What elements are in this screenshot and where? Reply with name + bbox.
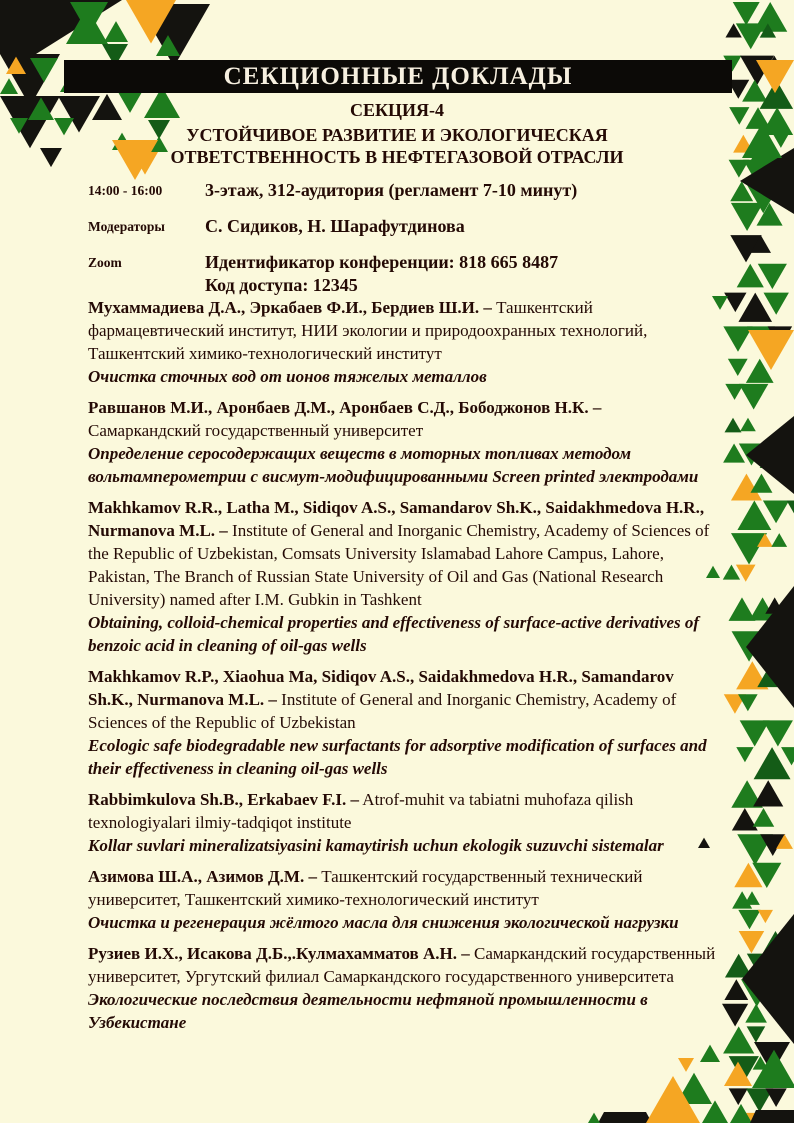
info-row-label: Модераторы bbox=[88, 219, 165, 234]
talk-entry bbox=[88, 665, 716, 780]
session-info bbox=[88, 179, 716, 310]
talk-entry bbox=[88, 788, 716, 857]
dash-separator: – bbox=[268, 690, 277, 709]
talks-list bbox=[88, 296, 716, 1042]
talk-authors: Rabbimkulova Sh.B., Erkabaev F.I. bbox=[88, 790, 347, 809]
talk-entry bbox=[88, 396, 716, 488]
dash-separator: – bbox=[483, 298, 492, 317]
info-row-value bbox=[205, 179, 577, 202]
talk-affiliation: Institute of General and Inorganic Chemistry, Academy of Sciences of the Republic of Uzbekistan, Comsats University Islamabad Lahore Campus, Lahore, Pakistan, The Branch of Russian State University of Oil and Gas (National Research University) named after I.M. Gubkin in Tashkent bbox=[88, 521, 710, 609]
banner-title: СЕКЦИОННЫЕ ДОКЛАДЫ bbox=[223, 62, 573, 90]
section-header bbox=[83, 99, 711, 168]
section-title: СЕКЦИЯ-4 bbox=[349, 100, 445, 120]
talk-entry bbox=[88, 496, 716, 657]
dash-separator: – bbox=[461, 944, 470, 963]
info-value-line: Код доступа: 12345 bbox=[205, 275, 358, 295]
talk-title: Очистка и регенерация жёлтого масла для снижения экологической нагрузки bbox=[88, 913, 679, 932]
dash-separator: – bbox=[592, 398, 602, 417]
talk-affiliation: Institute of General and Inorganic Chemistry, Academy of Sciences of the Republic of Uzbekistan bbox=[88, 690, 677, 732]
talk-heading bbox=[88, 296, 716, 365]
info-row-label: 14:00 - 16:00 bbox=[88, 183, 163, 198]
info-row bbox=[88, 251, 716, 297]
talk-title: Определение серосодержащих веществ в моторных топливах методом вольтамперометрии с висмут-модифицированными Screen printed электродами bbox=[88, 444, 699, 486]
section-subtitle-line1: УСТОЙЧИВОЕ РАЗВИТИЕ И ЭКОЛОГИЧЕСКАЯ bbox=[186, 125, 608, 145]
talk-entry bbox=[88, 865, 716, 934]
talk-title: Ecologic safe biodegradable new surfactants for adsorptive modification of surfaces and their effectiveness in cleaning oil-gas wells bbox=[88, 736, 707, 778]
talk-heading bbox=[88, 665, 716, 734]
talk-heading bbox=[88, 396, 716, 442]
talk-title: Экологические последствия деятельности нефтяной промышленности в Узбекистане bbox=[88, 990, 648, 1032]
talk-authors: Makhkamov R.R., Latha M., Sidiqov A.S., Samandarov Sh.K., Saidakhmedova H.R., Nurmanova M.L. bbox=[88, 498, 705, 540]
info-row bbox=[88, 179, 716, 202]
talk-heading bbox=[88, 788, 716, 834]
info-row-value bbox=[205, 251, 558, 297]
talk-affiliation: Самаркандский государственный университет bbox=[88, 421, 424, 440]
talk-heading bbox=[88, 942, 716, 988]
info-row-label: Zoom bbox=[88, 255, 122, 270]
talk-authors: Рузиев И.Х., Исакова Д.Б.,.Кулмахамматов А.Н. bbox=[88, 944, 457, 963]
talk-affiliation: Atrof-muhit va tabiatni muhofaza qilish texnologiyalari ilmiy-tadqiqot institute bbox=[88, 790, 634, 832]
page-banner bbox=[64, 60, 732, 93]
dash-separator: – bbox=[308, 867, 317, 886]
talk-title: Obtaining, colloid-chemical properties and effectiveness of surface-active derivatives of benzoic acid in cleaning of oil-gas wells bbox=[88, 613, 700, 655]
talk-entry bbox=[88, 942, 716, 1034]
info-value-line: С. Сидиков, Н. Шарафутдинова bbox=[205, 216, 465, 236]
talk-authors: Мухаммадиева Д.А., Эркабаев Ф.И., Бердиев Ш.И. bbox=[88, 298, 480, 317]
talk-authors: Азимова Ш.А., Азимов Д.М. bbox=[88, 867, 305, 886]
talk-authors: Равшанов М.И., Аронбаев Д.М., Аронбаев С.Д., Бободжонов Н.К. bbox=[88, 398, 589, 417]
talk-heading bbox=[88, 496, 716, 611]
talk-title: Kollar suvlari mineralizatsiyasini kamaytirish uchun ekologik suzuvchi sistemalar bbox=[88, 836, 664, 855]
info-row-value bbox=[205, 215, 465, 238]
talk-affiliation: Самаркандский государственный университет, Ургутский филиал Самаркандского государственного университета bbox=[88, 944, 716, 986]
info-value-line: 3-этаж, 312-аудитория (регламент 7-10 минут) bbox=[205, 180, 578, 200]
talk-title: Очистка сточных вод от ионов тяжелых металлов bbox=[88, 367, 487, 386]
talk-heading bbox=[88, 865, 716, 911]
info-value-line: Идентификатор конференции: 818 665 8487 bbox=[205, 252, 559, 272]
section-subtitle-line2: ОТВЕТСТВЕННОСТЬ В НЕФТЕГАЗОВОЙ ОТРАСЛИ bbox=[170, 147, 624, 167]
talk-affiliation: Ташкентский государственный технический университет, Ташкентский химико-технологический институт bbox=[88, 867, 643, 909]
talk-entry bbox=[88, 296, 716, 388]
dash-separator: – bbox=[219, 521, 228, 540]
dash-separator: – bbox=[350, 790, 359, 809]
talk-authors: Makhkamov R.P., Xiaohua Ma, Sidiqov A.S., Saidakhmedova H.R., Samandarov Sh.K., Nurmanova M.L. bbox=[88, 667, 674, 709]
info-row bbox=[88, 215, 716, 238]
talk-affiliation: Ташкентский фармацевтический институт, НИИ экологии и природоохранных технологий, Ташкентский химико-технологический институт bbox=[88, 298, 648, 363]
